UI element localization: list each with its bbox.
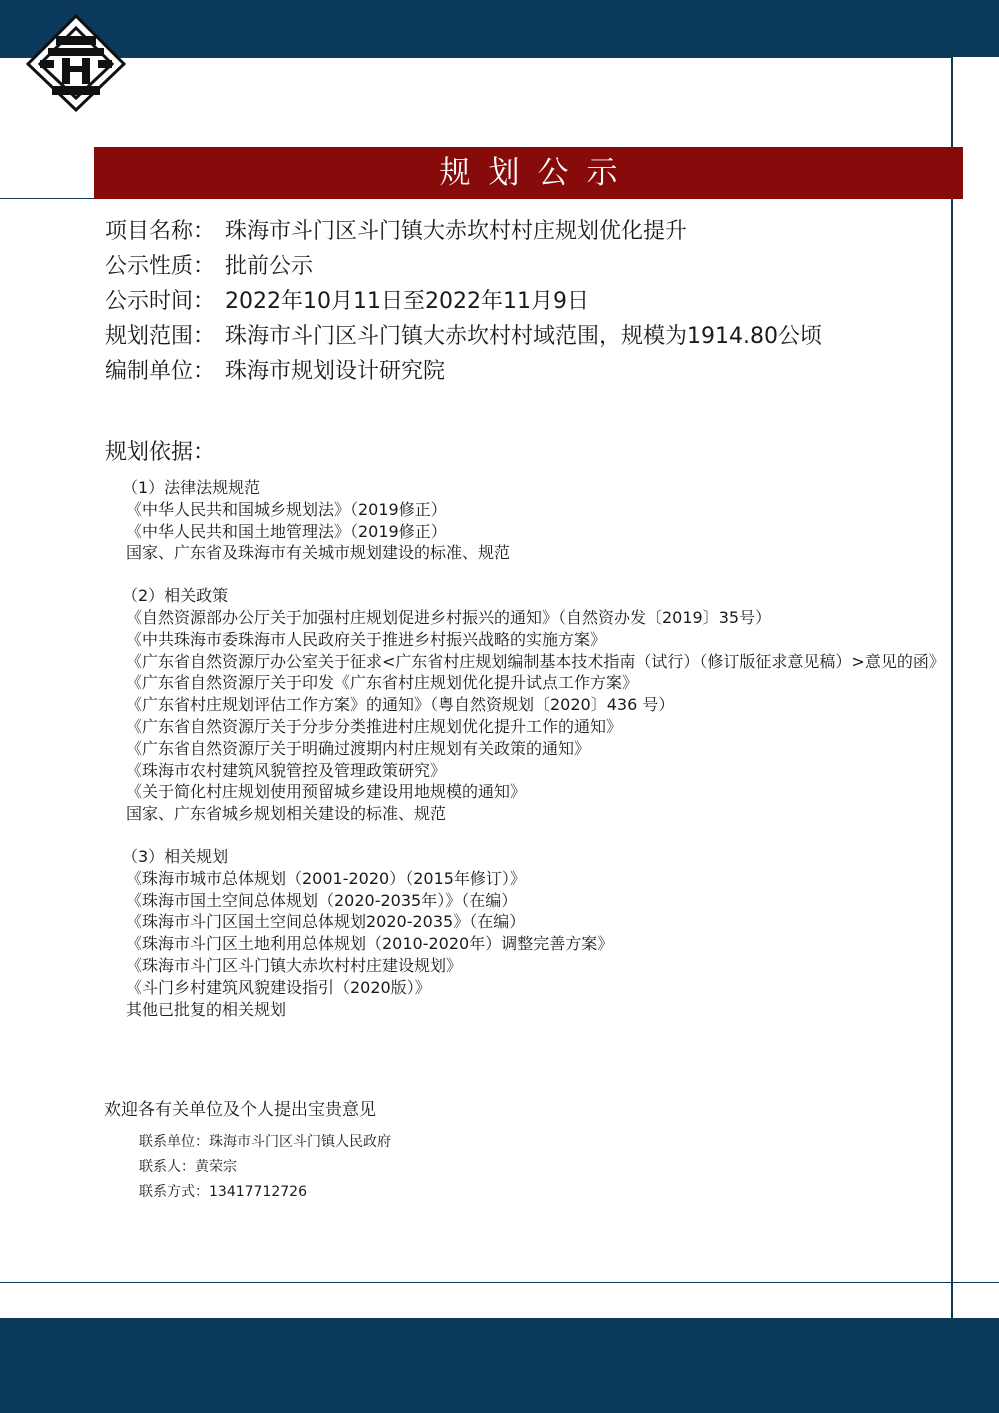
list-item: 《广东省自然资源厅办公室关于征求<广东省村庄规划编制基本技术指南（试行）（修订版征求意见稿）>意见的函》 <box>126 651 945 671</box>
frame-right-line <box>951 57 953 1318</box>
welcome-text: 欢迎各有关单位及个人提出宝贵意见 <box>104 1100 376 1120</box>
list-item: 《广东省自然资源厅关于明确过渡期内村庄规划有关政策的通知》 <box>126 738 591 758</box>
list-item: 《珠海市斗门区土地利用总体规划（2010-2020年）调整完善方案》 <box>126 934 614 954</box>
list-item: 其他已批复的相关规划 <box>126 999 287 1019</box>
info-label: 编制单位： <box>105 359 216 384</box>
list-item: 《珠海市斗门区斗门镇大赤坎村村庄建设规划》 <box>126 955 463 975</box>
info-row-period <box>105 284 822 319</box>
basis-section-plans <box>122 846 947 1020</box>
section-title: （1）法律法规规范 <box>122 478 261 497</box>
project-info <box>105 214 822 389</box>
list-item: 《自然资源部办公厅关于加强村庄规划促进乡村振兴的通知》（自然资办发〔2019〕35号） <box>126 607 772 627</box>
contact-label: 联系方式： <box>139 1184 209 1200</box>
basis-sections <box>122 477 947 1041</box>
list-item: 《珠海市农村建筑风貌管控及管理政策研究》 <box>126 760 447 780</box>
info-row-scope <box>105 319 822 354</box>
info-value: 珠海市规划设计研究院 <box>225 359 446 384</box>
section-title: （2）相关政策 <box>122 586 229 606</box>
list-item: 《广东省自然资源厅关于印发《广东省村庄规划优化提升试点工作方案》 <box>126 673 639 693</box>
basis-heading: 规划依据： <box>105 440 216 465</box>
section-title: （3）相关规划 <box>122 846 229 866</box>
frame-top-line <box>0 57 953 58</box>
contact-value: 13417712726 <box>209 1184 307 1200</box>
frame-bottom-line <box>0 1282 999 1283</box>
list-item: 《广东省村庄规划评估工作方案》的通知》（粤自然资规划〔2020〕436 号） <box>126 695 675 715</box>
list-item: 《关于简化村庄规划使用预留城乡建设用地规模的通知》 <box>126 782 527 802</box>
info-row-organization <box>105 354 822 389</box>
contact-phone <box>139 1180 391 1205</box>
info-label: 规划范围： <box>105 324 216 349</box>
list-item: 《珠海市国土空间总体规划（2020-2035年）》（在编） <box>126 890 518 910</box>
list-item: 国家、广东省及珠海市有关城市规划建设的标准、规范 <box>126 543 511 563</box>
bottom-band <box>0 1318 999 1413</box>
list-item: 《中华人民共和国城乡规划法》（2019修正） <box>126 499 447 519</box>
info-row-project-name <box>105 214 822 249</box>
list-item: 国家、广东省城乡规划相关建设的标准、规范 <box>126 804 447 824</box>
contact-person <box>139 1155 391 1180</box>
info-label: 公示性质： <box>105 254 216 279</box>
list-item: 《中华人民共和国土地管理法》（2019修正） <box>126 521 447 541</box>
basis-section-laws <box>122 477 947 564</box>
info-row-nature <box>105 249 822 284</box>
top-band <box>0 0 999 57</box>
info-value: 2022年10月11日至2022年11月9日 <box>225 289 589 314</box>
contact-value: 黄荣宗 <box>195 1159 237 1175</box>
info-value: 珠海市斗门区斗门镇大赤坎村村庄规划优化提升 <box>225 219 688 244</box>
info-label: 公示时间： <box>105 289 216 314</box>
info-label: 项目名称： <box>105 219 216 244</box>
city-gate-emblem-icon <box>26 14 126 112</box>
list-item: 《中共珠海市委珠海市人民政府关于推进乡村振兴战略的实施方案》 <box>126 629 607 649</box>
list-item: 《珠海市城市总体规划（2001-2020）（2015年修订）》 <box>126 868 526 888</box>
contact-label: 联系人： <box>139 1159 195 1175</box>
banner-title: 规划公示 <box>94 147 963 199</box>
info-value: 珠海市斗门区斗门镇大赤坎村村域范围，规模为1914.80公顷 <box>225 324 822 349</box>
contact-unit <box>139 1130 391 1155</box>
info-value: 批前公示 <box>225 254 314 279</box>
basis-section-policies <box>122 585 947 825</box>
list-item: 《斗门乡村建筑风貌建设指引（2020版）》 <box>126 977 431 997</box>
list-item: 《珠海市斗门区国土空间总体规划2020-2035》（在编） <box>126 912 526 932</box>
list-item: 《广东省自然资源厅关于分步分类推进村庄规划优化提升工作的通知》 <box>126 716 623 736</box>
contact-label: 联系单位： <box>139 1134 209 1150</box>
contact-info <box>139 1130 391 1205</box>
contact-value: 珠海市斗门区斗门镇人民政府 <box>209 1134 391 1150</box>
